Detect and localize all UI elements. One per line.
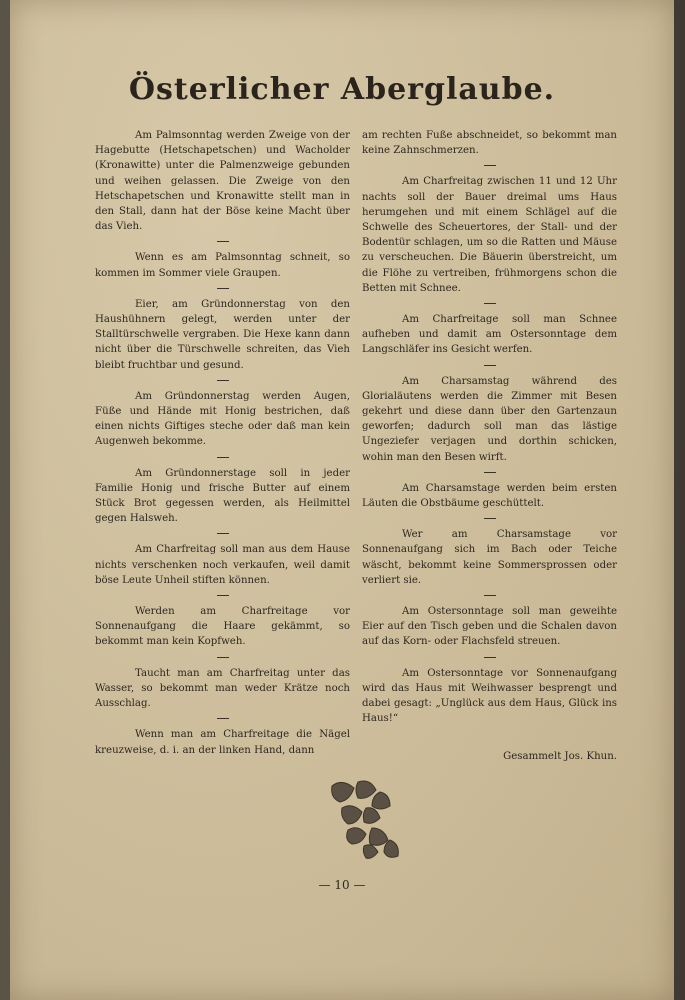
separator-dash <box>362 358 617 374</box>
page-number: — 10 — <box>318 878 366 892</box>
paragraph: Eier, am Gründonnerstag von den Haushühnern gelegt, werden unter der Stalltürschwelle vergraben. Die Hexe kann dann nicht über die Türschwelle schreiten, das Vieh bleibt fruchtbar und gesund. <box>95 298 350 371</box>
separator-dash <box>95 650 350 666</box>
separator-dash <box>95 588 350 604</box>
separator-dash <box>95 450 350 466</box>
paragraph: Am Ostersonntage soll man geweihte Eier auf den Tisch geben und die Schalen davon auf das Korn- oder Flachsfeld streuen. <box>362 606 617 648</box>
paragraph: Am Charsamstage werden beim ersten Läuten die Obstbäume geschüttelt. <box>362 482 617 510</box>
paragraph: Am Charsamstag während des Glorialäutens werden die Zimmer mit Besen gekehrt und diese dann über den Gartenzaun geworfen; dadurch soll man das lästige Ungeziefer verjagen und dorthin schicken, wohin man den Besen wirft. <box>362 375 617 463</box>
paragraph: Wenn man am Charfreitage die Nägel kreuzweise, d. i. an der linken Hand, dann <box>95 729 350 756</box>
paragraph: Werden am Charfreitage vor Sonnenaufgang die Haare gekämmt, so bekommt man kein Kopfweh. <box>95 606 350 648</box>
floral-ornament-icon <box>320 778 410 863</box>
separator-dash <box>95 281 350 297</box>
paragraph-continuation: am rechten Fuße abschneidet, so bekommt man keine Zahnschmerzen. <box>362 130 617 157</box>
paragraph: Am Charfreitag soll man aus dem Hause nichts verschenken noch verkaufen, weil damit böse Leute Unheil stiften können. <box>95 544 350 586</box>
document-page <box>10 0 674 1000</box>
separator-dash <box>95 711 350 727</box>
paragraph: Am Charfreitag zwischen 11 und 12 Uhr nachts soll der Bauer dreimal ums Haus herumgehen und mit einem Schlägel auf die Schwelle des Scheuertores, der Stall- und der Bodentür schlagen, um so die Ratten und Mäuse zu verscheuchen. Die Bäuerin überstreicht, um die Flöhe zu vertreiben, frühmorgens schon die Betten mit Schnee. <box>362 176 617 294</box>
left-column <box>95 128 350 758</box>
separator-dash <box>362 158 617 174</box>
separator-dash <box>95 373 350 389</box>
separator-dash <box>362 650 617 666</box>
paragraph: Am Charfreitage soll man Schnee aufheben und damit am Ostersonntage dem Langschläfer ins Gesicht werfen. <box>362 314 617 356</box>
separator-dash <box>362 588 617 604</box>
article-title: Österlicher Aberglaube. <box>128 72 556 107</box>
page-edge <box>674 0 685 1000</box>
right-column <box>362 128 617 774</box>
separator-dash <box>95 234 350 250</box>
paragraph: Taucht man am Charfreitag unter das Wasser, so bekommt man weder Krätze noch Ausschlag. <box>95 667 350 710</box>
paragraph: Wenn es am Palmsonntag schneit, so kommen im Sommer viele Graupen. <box>95 252 350 279</box>
separator-dash <box>362 465 617 481</box>
author-signature: Gesammelt Jos. Khun. <box>503 750 617 762</box>
paragraph: Wer am Charsamstage vor Sonnenaufgang sich im Bach oder Teiche wäscht, bekommt keine Sommersprossen oder verliert sie. <box>362 529 617 586</box>
paragraph: Am Gründonnerstage soll in jeder Familie Honig und frische Butter auf einem Stück Brot gegessen werden, als Heilmittel gegen Halsweh. <box>95 467 350 525</box>
separator-dash <box>362 511 617 527</box>
paragraph: Am Gründonnerstag werden Augen, Füße und Hände mit Honig bestrichen, daß einen nichts Giftiges steche oder daß man kein Augenweh bekomme. <box>95 390 350 448</box>
paragraph: Am Palmsonntag werden Zweige von der Hagebutte (Hetschapetschen) und Wacholder (Kronawitte) unter die Palmenzweige gebunden und weihen gelassen. Die Zweige von den Hetschapetschen und Kronawitte stellt man in den Stall, dann hat der Böse keine Macht über das Vieh. <box>95 130 350 233</box>
separator-dash <box>362 296 617 312</box>
separator-dash <box>95 526 350 542</box>
paragraph: Am Ostersonntage vor Sonnenaufgang wird das Haus mit Weihwasser besprengt und dabei gesagt: „Unglück aus dem Haus, Glück ins Haus!“ <box>362 667 617 725</box>
